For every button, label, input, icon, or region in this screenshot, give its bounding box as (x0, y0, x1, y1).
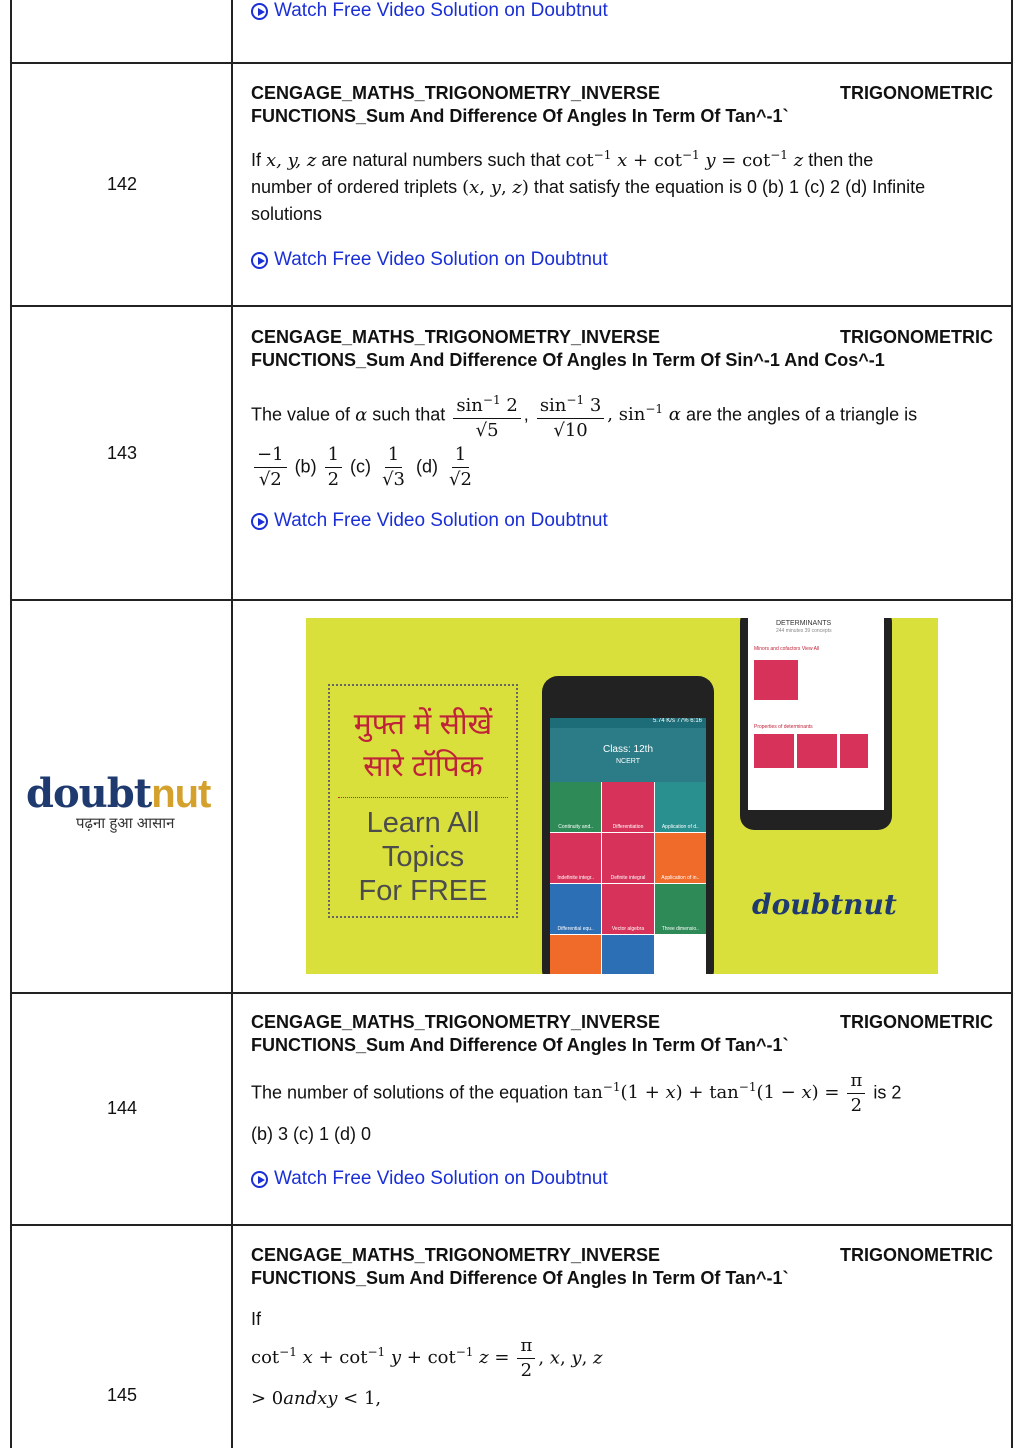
promo-text-box: मुफ्त में सीखें सारे टॉपिक Learn All Topics For FREE (328, 684, 518, 918)
row-divider (10, 1224, 1013, 1226)
table-border-left (10, 0, 12, 1448)
question-heading: CENGAGE_MATHS_TRIGONOMETRY_INVERSE TRIGONOMETRIC FUNCTIONS_Sum And Difference Of Angles In Term Of Tan^-1` (251, 1012, 993, 1055)
question-heading: CENGAGE_MATHS_TRIGONOMETRY_INVERSE TRIGONOMETRIC FUNCTIONS_Sum And Difference Of Angles In Term Of Tan^-1` (251, 1245, 993, 1288)
question-number: 143 (106, 443, 138, 463)
question-number: 142 (106, 174, 138, 194)
question-144 (251, 1011, 993, 1190)
question-heading: CENGAGE_MATHS_TRIGONOMETRY_INVERSE TRIGONOMETRIC FUNCTIONS_Sum And Difference Of Angles In Term Of Sin^-1 And Cos^-1 (251, 327, 993, 370)
question-number: 144 (106, 1098, 138, 1118)
question-143 (251, 326, 993, 532)
play-circle-icon (251, 513, 268, 530)
doubtnut-logo: doubtnut पढ़ना हुआ आसान (26, 770, 211, 832)
question-heading: CENGAGE_MATHS_TRIGONOMETRY_INVERSE TRIGONOMETRIC FUNCTIONS_Sum And Difference Of Angles In Term Of Tan^-1` (251, 83, 993, 126)
phone-mockup: DETERMINANTS 244 minutes 39 concepts Minors and cofactors View All Properties of determinants (740, 618, 892, 830)
video-solution-link[interactable]: Watch Free Video Solution on Doubtnut (251, 0, 608, 22)
question-number: 145 (106, 1385, 138, 1405)
phone-mockup: 5.74 K/s 77% 6:16 Class: 12th NCERT Continuity and.. Differentiation Application of d.. Indefinite integr.. Definite integral Application of in.. Differential equ.. Vector algebra Three dimensio.. (542, 676, 714, 974)
table-border-right (1011, 0, 1013, 1448)
play-circle-icon (251, 252, 268, 269)
question-142 (251, 82, 993, 271)
play-circle-icon (251, 1171, 268, 1188)
row-divider (10, 62, 1013, 64)
row-divider (10, 992, 1013, 994)
video-solution-link[interactable]: Watch Free Video Solution on Doubtnut (251, 510, 993, 532)
question-text: The value of α such that $\frac{\sin^{-1} 2}{√5}$ , $\frac{\sin^{-1} 3}{√10}$ , $\sin^{-1} \alpha$ are the angles of a triangle is $\frac{-1}{√2}$ (b) $\frac{1}{2}$ (c) $\frac{1}{√3}$ (d) $\frac{1}{√2}$ (251, 388, 993, 492)
table-column-divider (231, 0, 233, 1448)
row-divider (10, 305, 1013, 307)
brand-logo: doubtnut (752, 888, 897, 921)
question-text: The number of solutions of the equation $\tan^{-1}(1 + x) + \tan^{-1}(1 - x)$ = $\frac{\pi}{2}$ is 2 (b) 3 (c) 1 (d) 0 (251, 1070, 902, 1144)
video-solution-link[interactable]: Watch Free Video Solution on Doubtnut (251, 1168, 993, 1190)
question-text: If x, y, z are natural numbers such that $\cot^{-1} x + \cot^{-1} y = \cot^{-1} z$ then the number of ordered triplets (x, y, z) that satisfy the equation is 0 (b) 1 (c) 2 (d) Infinite solutions (251, 148, 926, 224)
play-circle-icon (251, 3, 268, 20)
promo-banner[interactable] (306, 618, 938, 974)
question-text: If $\cot^{-1} x + \cot^{-1} y + \cot^{-1} z$ = $\frac{\pi}{2}$ , x, y, z > 0andxy < 1, (251, 1309, 603, 1409)
row-divider (10, 599, 1013, 601)
question-145 (251, 1244, 993, 1414)
video-solution-link[interactable]: Watch Free Video Solution on Doubtnut (251, 249, 993, 271)
